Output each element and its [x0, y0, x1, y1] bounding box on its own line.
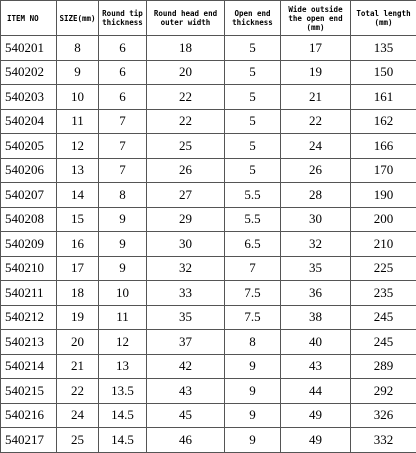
cell-round-head-end-outer-width: 32: [147, 256, 225, 281]
cell-wide-outside-open-end: 44: [281, 379, 351, 404]
cell-size: 16: [57, 232, 99, 257]
cell-wide-outside-open-end: 38: [281, 305, 351, 330]
cell-open-end-thickness: 5.5: [225, 183, 281, 208]
cell-wide-outside-open-end: 28: [281, 183, 351, 208]
cell-round-head-end-outer-width: 33: [147, 281, 225, 306]
cell-open-end-thickness: 9: [225, 354, 281, 379]
cell-round-head-end-outer-width: 25: [147, 134, 225, 159]
cell-size: 19: [57, 305, 99, 330]
cell-open-end-thickness: 7.5: [225, 305, 281, 330]
cell-total-length: 326: [351, 403, 416, 428]
cell-round-head-end-outer-width: 20: [147, 60, 225, 85]
cell-round-tip-thickness: 9: [99, 232, 147, 257]
cell-wide-outside-open-end: 26: [281, 158, 351, 183]
header-item-no: ITEM NO: [1, 1, 57, 36]
header-size: SIZE(mm): [57, 1, 99, 36]
cell-round-tip-thickness: 6: [99, 85, 147, 110]
cell-open-end-thickness: 5: [225, 134, 281, 159]
cell-round-head-end-outer-width: 37: [147, 330, 225, 355]
table-row: [1, 232, 416, 257]
cell-round-head-end-outer-width: 46: [147, 428, 225, 453]
cell-round-head-end-outer-width: 45: [147, 403, 225, 428]
cell-size: 25: [57, 428, 99, 453]
table-row: [1, 109, 416, 134]
cell-round-tip-thickness: 9: [99, 256, 147, 281]
table-row: [1, 134, 416, 159]
cell-size: 15: [57, 207, 99, 232]
header-round-head-end-outer-width: Round head end outer width: [147, 1, 225, 36]
cell-open-end-thickness: 8: [225, 330, 281, 355]
table-row: [1, 403, 416, 428]
table-row: [1, 85, 416, 110]
cell-item-no: 540211: [1, 281, 57, 306]
cell-total-length: 235: [351, 281, 416, 306]
cell-wide-outside-open-end: 32: [281, 232, 351, 257]
cell-total-length: 150: [351, 60, 416, 85]
cell-round-tip-thickness: 14.5: [99, 428, 147, 453]
cell-size: 24: [57, 403, 99, 428]
table-row: [1, 428, 416, 453]
cell-item-no: 540215: [1, 379, 57, 404]
cell-total-length: 245: [351, 305, 416, 330]
cell-wide-outside-open-end: 40: [281, 330, 351, 355]
header-wide-outside-open-end: Wide outside the open end (mm): [281, 1, 351, 36]
cell-wide-outside-open-end: 22: [281, 109, 351, 134]
cell-size: 14: [57, 183, 99, 208]
cell-item-no: 540212: [1, 305, 57, 330]
cell-round-tip-thickness: 6: [99, 36, 147, 61]
cell-item-no: 540203: [1, 85, 57, 110]
header-row: [1, 1, 416, 36]
cell-total-length: 200: [351, 207, 416, 232]
cell-wide-outside-open-end: 35: [281, 256, 351, 281]
cell-open-end-thickness: 5.5: [225, 207, 281, 232]
cell-wide-outside-open-end: 49: [281, 403, 351, 428]
cell-item-no: 540201: [1, 36, 57, 61]
cell-round-head-end-outer-width: 30: [147, 232, 225, 257]
cell-item-no: 540216: [1, 403, 57, 428]
cell-round-tip-thickness: 13: [99, 354, 147, 379]
table-row: [1, 379, 416, 404]
cell-round-head-end-outer-width: 18: [147, 36, 225, 61]
cell-round-head-end-outer-width: 27: [147, 183, 225, 208]
cell-open-end-thickness: 9: [225, 403, 281, 428]
cell-size: 22: [57, 379, 99, 404]
cell-round-head-end-outer-width: 22: [147, 109, 225, 134]
cell-total-length: 225: [351, 256, 416, 281]
header-open-end-thickness: Open end thickness: [225, 1, 281, 36]
cell-wide-outside-open-end: 43: [281, 354, 351, 379]
table-row: [1, 354, 416, 379]
cell-round-tip-thickness: 7: [99, 158, 147, 183]
cell-round-tip-thickness: 11: [99, 305, 147, 330]
cell-total-length: 332: [351, 428, 416, 453]
cell-size: 8: [57, 36, 99, 61]
cell-open-end-thickness: 5: [225, 158, 281, 183]
cell-round-head-end-outer-width: 29: [147, 207, 225, 232]
cell-total-length: 289: [351, 354, 416, 379]
cell-total-length: 292: [351, 379, 416, 404]
cell-item-no: 540213: [1, 330, 57, 355]
header-round-tip-thickness: Round tip thickness: [99, 1, 147, 36]
cell-round-head-end-outer-width: 43: [147, 379, 225, 404]
cell-wide-outside-open-end: 17: [281, 36, 351, 61]
cell-size: 18: [57, 281, 99, 306]
cell-total-length: 245: [351, 330, 416, 355]
cell-open-end-thickness: 5: [225, 36, 281, 61]
cell-round-tip-thickness: 6: [99, 60, 147, 85]
cell-size: 21: [57, 354, 99, 379]
table-row: [1, 281, 416, 306]
cell-item-no: 540208: [1, 207, 57, 232]
cell-open-end-thickness: 9: [225, 428, 281, 453]
cell-round-head-end-outer-width: 35: [147, 305, 225, 330]
cell-round-tip-thickness: 13.5: [99, 379, 147, 404]
cell-wide-outside-open-end: 21: [281, 85, 351, 110]
cell-open-end-thickness: 7.5: [225, 281, 281, 306]
table-row: [1, 256, 416, 281]
table-row: [1, 36, 416, 61]
cell-round-tip-thickness: 7: [99, 134, 147, 159]
cell-item-no: 540209: [1, 232, 57, 257]
cell-total-length: 135: [351, 36, 416, 61]
cell-item-no: 540210: [1, 256, 57, 281]
cell-item-no: 540204: [1, 109, 57, 134]
table-row: [1, 330, 416, 355]
cell-open-end-thickness: 7: [225, 256, 281, 281]
cell-size: 9: [57, 60, 99, 85]
cell-item-no: 540214: [1, 354, 57, 379]
cell-total-length: 161: [351, 85, 416, 110]
cell-round-tip-thickness: 7: [99, 109, 147, 134]
cell-open-end-thickness: 5: [225, 85, 281, 110]
table-body: [1, 36, 416, 453]
cell-size: 12: [57, 134, 99, 159]
cell-open-end-thickness: 5: [225, 109, 281, 134]
cell-total-length: 210: [351, 232, 416, 257]
cell-open-end-thickness: 6.5: [225, 232, 281, 257]
table-row: [1, 183, 416, 208]
cell-item-no: 540202: [1, 60, 57, 85]
cell-round-tip-thickness: 8: [99, 183, 147, 208]
table-row: [1, 207, 416, 232]
cell-item-no: 540205: [1, 134, 57, 159]
cell-item-no: 540217: [1, 428, 57, 453]
cell-round-head-end-outer-width: 42: [147, 354, 225, 379]
cell-size: 13: [57, 158, 99, 183]
cell-item-no: 540206: [1, 158, 57, 183]
cell-round-tip-thickness: 10: [99, 281, 147, 306]
cell-round-head-end-outer-width: 26: [147, 158, 225, 183]
cell-size: 17: [57, 256, 99, 281]
cell-wide-outside-open-end: 49: [281, 428, 351, 453]
cell-round-head-end-outer-width: 22: [147, 85, 225, 110]
cell-round-tip-thickness: 9: [99, 207, 147, 232]
cell-wide-outside-open-end: 24: [281, 134, 351, 159]
cell-size: 20: [57, 330, 99, 355]
cell-open-end-thickness: 5: [225, 60, 281, 85]
table-row: [1, 60, 416, 85]
cell-open-end-thickness: 9: [225, 379, 281, 404]
cell-size: 11: [57, 109, 99, 134]
cell-item-no: 540207: [1, 183, 57, 208]
table-row: [1, 158, 416, 183]
cell-wide-outside-open-end: 30: [281, 207, 351, 232]
cell-round-tip-thickness: 12: [99, 330, 147, 355]
cell-total-length: 170: [351, 158, 416, 183]
cell-round-tip-thickness: 14.5: [99, 403, 147, 428]
cell-wide-outside-open-end: 19: [281, 60, 351, 85]
cell-wide-outside-open-end: 36: [281, 281, 351, 306]
header-total-length: Total length (mm): [351, 1, 416, 36]
cell-total-length: 162: [351, 109, 416, 134]
cell-size: 10: [57, 85, 99, 110]
cell-total-length: 166: [351, 134, 416, 159]
cell-total-length: 190: [351, 183, 416, 208]
table-row: [1, 305, 416, 330]
